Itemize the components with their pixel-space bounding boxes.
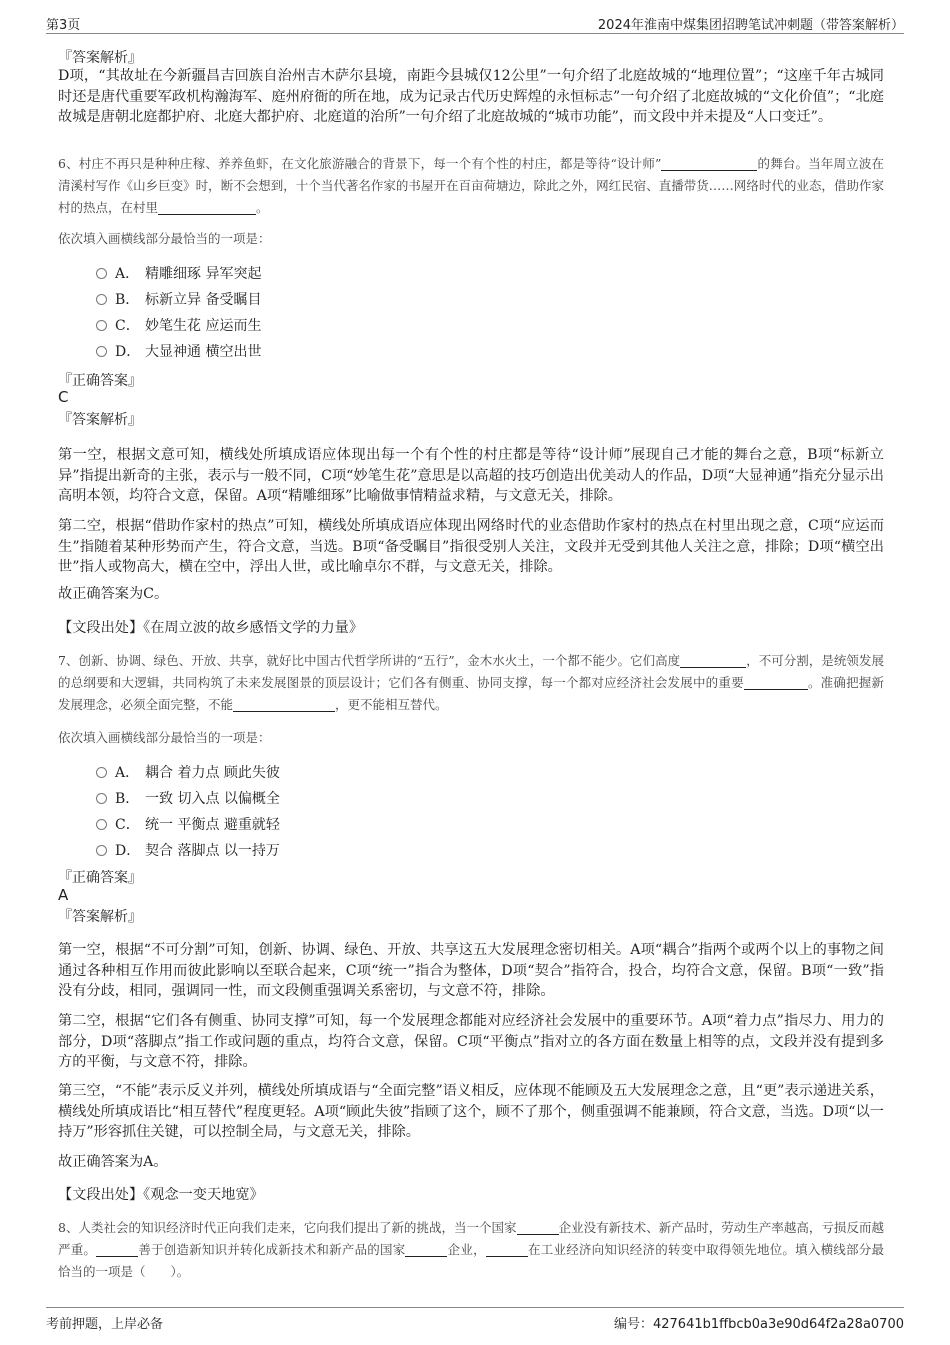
question-7-instruction: 依次填入画横线部分最恰当的一项是：: [58, 730, 271, 745]
radio-icon[interactable]: [96, 294, 107, 305]
answer-blank: [405, 1243, 447, 1257]
analysis-label: 『答案解析』: [58, 50, 142, 66]
question-7-text: 7、创新、协调、绿色、开放、共享，就好比中国古代哲学所讲的“五行”，金木水火土，一个都不能少。它们高度 ，不可分割，是统领发展的总纲要和大逻辑，共同构筑了未来发展图景的顶层设计；它们各有侧重、协同支撑，每一个都对应经济社会发展中的重要 。准确把握新发展理念，必须全面完整，不能 ，更不能相互替代。: [58, 653, 884, 712]
document-code: 编号：427641b1ffbcb0a3e90d64f2a28a0700: [613, 1317, 904, 1332]
option-d[interactable]: D． 大显神通 横空出世: [96, 342, 261, 362]
option-d[interactable]: D． 契合 落脚点 以一持万: [96, 841, 280, 861]
correct-answer: A: [58, 886, 69, 904]
radio-icon[interactable]: [96, 346, 107, 357]
radio-icon[interactable]: [96, 767, 107, 778]
question-6-text: 6、村庄不再只是种种庄稼、养养鱼虾，在文化旅游融合的背景下，每一个有个性的村庄，都是等待“设计师” 的舞台。当年周立波在清溪村写作《山乡巨变》时，断不会想到，十个当代著名作家的书屋开在百亩荷塘边，除此之外，网红民宿、直播带货……网络时代的业态，借助作家村的热点，在村里 。: [58, 156, 884, 215]
analysis-text: D项，“其故址在今新疆昌吉回族自治州吉木萨尔县境，南距今县城仅12公里”一句介绍了北庭故城的“地理位置”；“这座千年古城同时还是唐代重要军政机构瀚海军、庭州府衙的所在地，成为记录古代历史辉煌的永恒标志”一句介绍了北庭故城的“文化价值”；“北庭故城是唐朝北庭都护府、北庭大都护府、北庭道的治所”一句介绍了北庭故城的“城市功能”，而文段中并未提及“人口变迁”。: [58, 68, 884, 125]
option-a[interactable]: A． 耦合 着力点 顾此失彼: [96, 763, 280, 783]
conclusion: 故正确答案为C。: [58, 586, 169, 602]
page-number: 第3页: [46, 18, 81, 33]
correct-answer-label: 『正确答案』: [58, 373, 142, 389]
radio-icon[interactable]: [96, 320, 107, 331]
passage-source: 【文段出处】《观念一变天地宽》: [58, 1187, 264, 1203]
question-6-instruction: 依次填入画横线部分最恰当的一项是：: [58, 231, 271, 246]
answer-blank: [661, 157, 757, 171]
conclusion: 故正确答案为A。: [58, 1154, 168, 1170]
analysis-paragraph: 第三空，“不能”表示反义并列，横线处所填成语与“全面完整”语义相反，应体现不能顾及五大发展理念之意，且“更”表示递进关系，横线处所填成语比“相互替代”程度更轻。A项“顾此失彼”指顾了这个，顾不了那个，侧重强调不能兼顾，符合文意，当选。D项“以一持万”形容抓住关键，可以控制全局，与文意无关，排除。: [58, 1083, 884, 1140]
radio-icon[interactable]: [96, 819, 107, 830]
radio-icon[interactable]: [96, 268, 107, 279]
answer-blank: [96, 1243, 138, 1257]
answer-blank: [233, 698, 335, 712]
answer-blank: [486, 1243, 528, 1257]
analysis-paragraph: 第二空，根据“借助作家村的热点”可知，横线处所填成语应体现出网络时代的业态借助作家村的热点在村里出现之意，C项“应运而生”指随着某种形势而产生，符合文意，当选。B项“备受瞩目”指很受别人关注，文段并无受到其他人关注之意，排除；D项“横空出世”指人或物高大，横在空中，浮出人世，或比喻卓尔不群，与文意无关，排除。: [58, 518, 884, 575]
question-8-text: 8、人类社会的知识经济时代正向我们走来，它向我们提出了新的挑战，当一个国家 企业没有新技术、新产品时，劳动生产率越高，亏损反而越严重。 善于创造新知识并转化成新技术和新产品的国家 企业， 在工业经济向知识经济的转变中取得领先地位。填入横线部分最恰当的一项是（ ）。: [58, 1220, 884, 1279]
analysis-paragraph: 第二空，根据“它们各有侧重、协同支撑”可知，每一个发展理念都能对应经济社会发展中的重要环节。A项“着力点”指尽力、用力的部分，D项“落脚点”指工作或问题的重点，均符合文意，保留。C项“平衡点”指对立的各方面在数量上相等的点，文段并没有提到多方的平衡，与文意不符，排除。: [58, 1013, 884, 1070]
passage-source: 【文段出处】《在周立波的故乡感悟文学的力量》: [58, 620, 364, 636]
analysis-label: 『答案解析』: [58, 909, 142, 925]
analysis-paragraph: 第一空，根据“不可分割”可知，创新、协调、绿色、开放、共享这五大发展理念密切相关。A项“耦合”指两个或两个以上的事物之间通过各种相互作用而彼此影响以至联合起来，C项“统一”指合为整体，D项“契合”指符合，投合，均符合文意，保留。B项“一致”指没有分歧，相同，强调同一性，而文段侧重强调关系密切，与文意不符，排除。: [58, 942, 884, 999]
answer-blank: [744, 676, 808, 690]
footer-slogan: 考前押题，上岸必备: [46, 1317, 164, 1332]
answer-blank: [680, 654, 746, 668]
page-footer: [46, 1307, 904, 1331]
option-a[interactable]: A． 精雕细琢 异军突起: [96, 264, 261, 284]
radio-icon[interactable]: [96, 845, 107, 856]
answer-blank: [158, 201, 256, 215]
analysis-label: 『答案解析』: [58, 412, 142, 428]
option-c[interactable]: C． 统一 平衡点 避重就轻: [96, 815, 280, 835]
answer-blank: [517, 1221, 559, 1235]
page-header: [46, 12, 904, 34]
radio-icon[interactable]: [96, 793, 107, 804]
option-b[interactable]: B． 标新立异 备受瞩目: [96, 290, 261, 310]
option-b[interactable]: B． 一致 切入点 以偏概全: [96, 789, 280, 809]
document-title: 2024年淮南中煤集团招聘笔试冲刺题（带答案解析）: [597, 18, 904, 33]
analysis-paragraph: 第一空，根据文意可知，横线处所填成语应体现出每一个有个性的村庄都是等待“设计师”展现自己才能的舞台之意，B项“标新立异”指提出新奇的主张，表示与一般不同，C项“妙笔生花”意思是以高超的技巧创造出优美动人的作品，D项“大显神通”指充分显示出高明本领，均符合文意，保留。A项“精雕细琢”比喻做事情精益求精，与文意无关，排除。: [58, 447, 884, 504]
correct-answer: C: [58, 388, 69, 406]
option-c[interactable]: C． 妙笔生花 应运而生: [96, 316, 261, 336]
correct-answer-label: 『正确答案』: [58, 870, 142, 886]
